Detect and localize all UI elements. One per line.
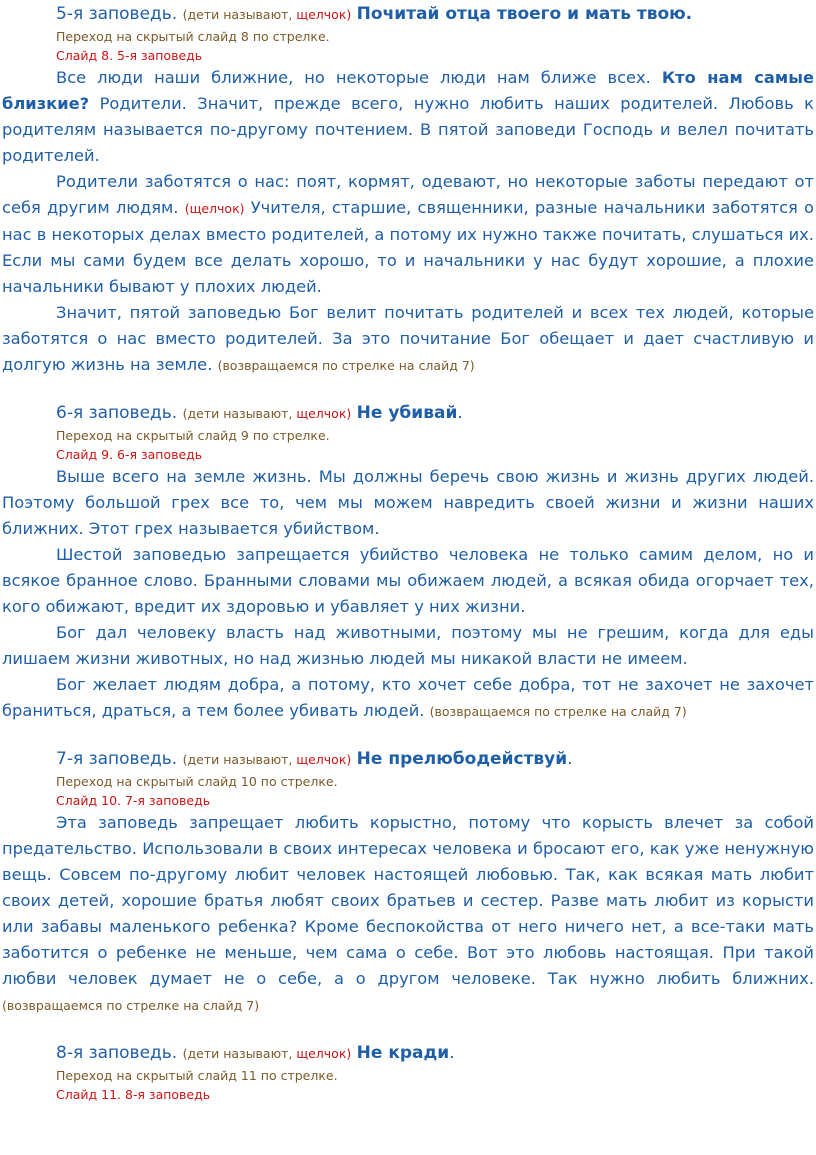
slide-label: Слайд 11. 8-я заповедь	[56, 1087, 211, 1102]
paragraph-text: Родители. Значит, прежде всего, нужно любить наших родителей. Любовь к родителям называется по-другому почтением. В пятой заповеди Господь и велел почитать родителей.	[2, 94, 814, 165]
commandment-text: Почитай отца твоего и мать твою.	[356, 4, 693, 24]
slide-label: Слайд 10. 7-я заповедь	[56, 793, 211, 808]
transition-note: Переход на скрытый слайд 9 по стрелке.	[56, 428, 330, 443]
return-note: (возвращаемся по стрелке на слайд 7)	[217, 358, 475, 373]
transition-note: Переход на скрытый слайд 10 по стрелке.	[56, 774, 338, 789]
paragraph: Выше всего на земле жизнь. Мы должны беречь свою жизнь и жизнь других людей. Поэтому большой грех все то, чем мы можем навредить своей жизни и жизни наших ближних. Этот грех называется убийством.	[2, 467, 814, 538]
click-note: щелчок)	[296, 752, 352, 767]
section-heading	[2, 1041, 816, 1066]
paragraph: Бог дал человеку власть над животными, поэтому мы не грешим, когда для еды лишаем жизни животных, но над жизнью людей мы никакой власти не имеем.	[2, 623, 814, 668]
paragraph-text: Значит, пятой заповедью Бог велит почитать родителей и всех тех людей, которые заботятся о нас вместо родителей. За это почитание Бог обещает и дает счастливую и долгую жизнь на земле.	[2, 303, 814, 374]
commandment-number: 8-я заповедь.	[56, 1043, 178, 1063]
click-note: (щелчок)	[184, 201, 245, 216]
paragraph	[2, 300, 814, 379]
section-commandment-5	[2, 2, 816, 379]
slide-label: Слайд 8. 5-я заповедь	[56, 48, 203, 63]
section-heading	[2, 2, 816, 27]
section-commandment-7	[2, 747, 816, 1019]
transition-note: Переход на скрытый слайд 8 по стрелке.	[56, 29, 330, 44]
transition-note: Переход на скрытый слайд 11 по стрелке.	[56, 1068, 338, 1083]
children-name-note: (дети называют,	[182, 1046, 297, 1061]
commandment-text: Не кради	[356, 1043, 450, 1063]
section-heading	[2, 747, 816, 772]
click-note: щелчок)	[296, 1046, 352, 1061]
slide-label: Слайд 9. 6-я заповедь	[56, 447, 203, 462]
commandment-text: Не прелюбодействуй	[356, 749, 568, 769]
commandment-text: Не убивай	[356, 403, 458, 423]
paragraph-text: Учителя, старшие, священники, разные начальники заботятся о нас в некоторых делах вместо родителей, а потому их нужно также почитать, слушаться их. Если мы сами будем все делать хорошо, то и начальники у нас будут хорошие, а плохие начальники бывают у плохих людей.	[2, 198, 814, 296]
paragraph-text: Эта заповедь запрещает любить корыстно, потому что корысть влечет за собой предательство. Использовали в своих интересах человека и бросают его, как уже ненужную вещь. Совсем по-другому любит человек настоящей любовью. Так, как всякая мать любит своих детей, хорошие братья любят своих братьев и сестер. Разве мать любит из корысти или забавы маленького ребенка? Кроме беспокойства от него ничего нет, а все-таки мать заботится о ребенке не меньше, чем сама о себе. Вот это любовь настоящая. При такой любви человек думает не о себе, а о другом человеке. Так нужно любить ближних.	[2, 813, 814, 988]
paragraph	[2, 169, 814, 300]
section-commandment-6	[2, 401, 816, 725]
children-name-note: (дети называют,	[182, 7, 297, 22]
commandment-number: 6-я заповедь.	[56, 403, 178, 423]
paragraph	[2, 65, 814, 169]
children-name-note: (дети называют,	[182, 406, 297, 421]
commandment-number: 5-я заповедь.	[56, 4, 178, 24]
section-commandment-8	[2, 1041, 816, 1104]
heading-tail: .	[449, 1043, 455, 1063]
click-note: щелчок)	[296, 406, 352, 421]
children-name-note: (дети называют,	[182, 752, 297, 767]
paragraph	[2, 810, 814, 1019]
return-note: (возвращаемся по стрелке на слайд 7)	[429, 704, 687, 719]
heading-tail: .	[567, 749, 573, 769]
paragraph: Шестой заповедью запрещается убийство человека не только самим делом, но и всякое бранное слово. Бранными словами мы обижаем людей, а всякая обида огорчает тех, кого обижают, вредит их здоровью и убавляет у них жизни.	[2, 545, 814, 616]
paragraph-question: Кто нам самые близкие?	[2, 68, 814, 113]
section-heading	[2, 401, 816, 426]
paragraph-text: Все люди наши ближние, но некоторые люди нам ближе всех.	[56, 68, 662, 87]
heading-tail: .	[457, 403, 463, 423]
commandment-number: 7-я заповедь.	[56, 749, 178, 769]
paragraph	[2, 672, 814, 725]
click-note: щелчок)	[296, 7, 352, 22]
paragraph-text: Бог желает людям добра, а потому, кто хочет себе добра, тот не захочет не захочет браниться, драться, а тем более убивать людей.	[2, 675, 814, 720]
paragraph-text: Родители заботятся о нас: поят, кормят, одевают, но некоторые заботы передают от себя другим людям.	[2, 172, 814, 217]
return-note: (возвращаемся по стрелке на слайд 7)	[2, 998, 260, 1013]
